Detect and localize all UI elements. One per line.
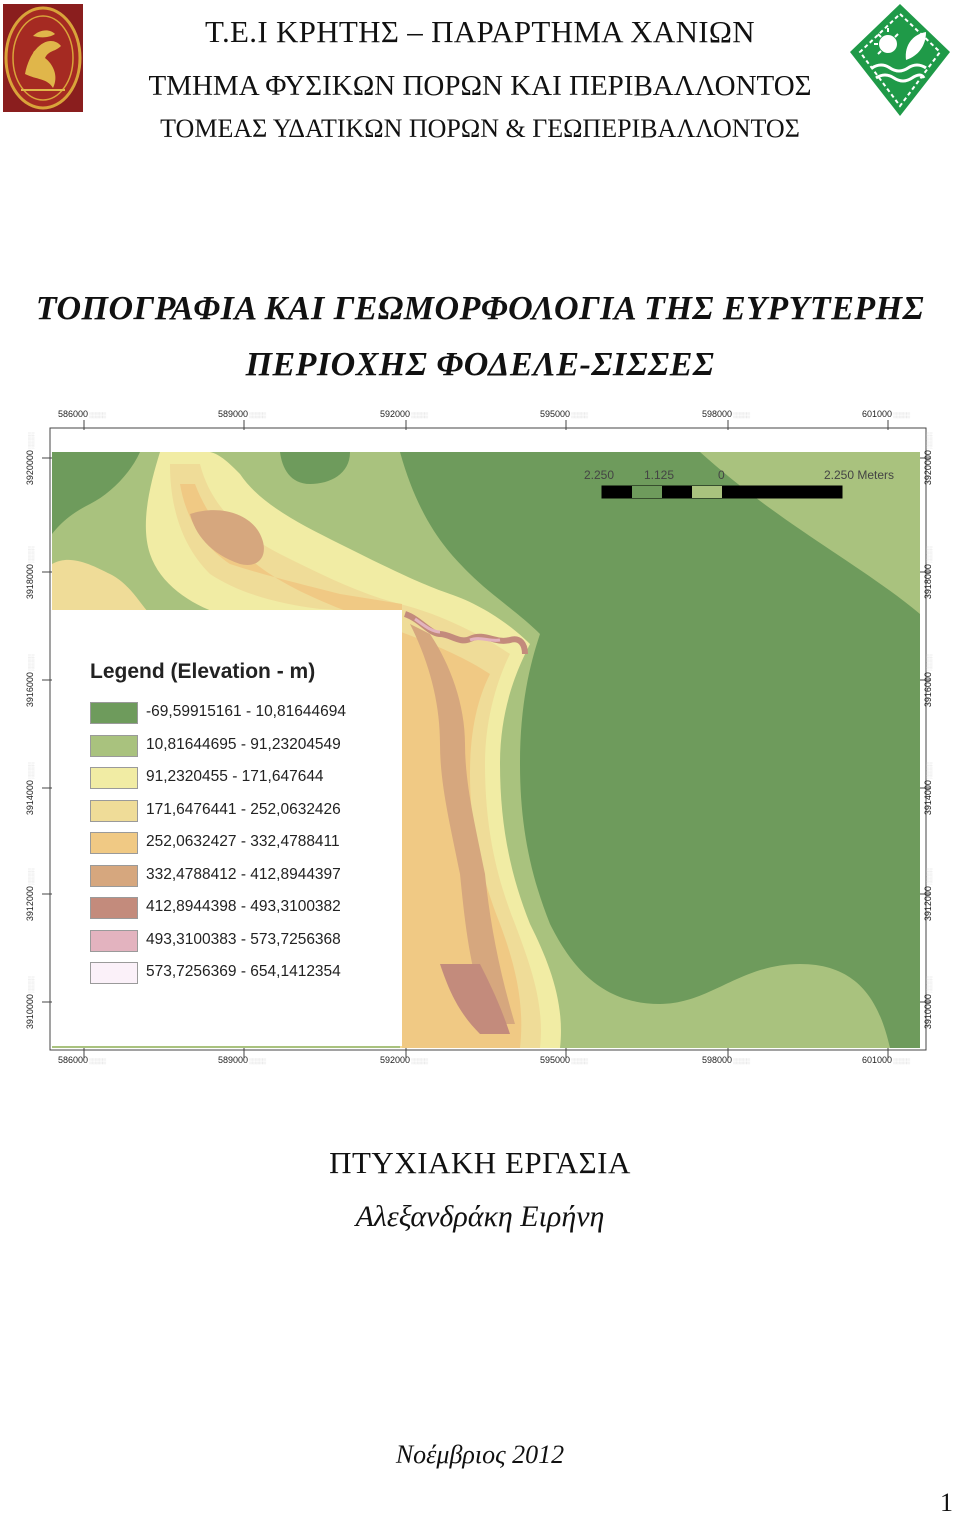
scale-bar-label: 1.125 [644, 468, 675, 482]
x-tick-label: 601000 ░░░░░ [862, 409, 909, 419]
x-tick-label: 595000 ░░░░░ [540, 1055, 587, 1065]
map-legend [52, 610, 402, 1046]
department-name: ΤΜΗΜΑ ΦΥΣΙΚΩΝ ΠΟΡΩΝ ΚΑΙ ΠΕΡΙΒΑΛΛΟΝΤΟΣ [148, 70, 812, 102]
x-tick-label: 586000 ░░░░░ [58, 1055, 105, 1065]
x-tick-label: 592000 ░░░░░ [380, 409, 427, 419]
y-tick-label: 3910000 ░░░░░ [25, 977, 35, 1029]
legend-swatch [90, 702, 138, 724]
y-tick-label: 3914000 ░░░░░ [25, 763, 35, 815]
y-tick-label: 3916000 ░░░░░ [25, 655, 35, 707]
scale-bar-label: 2.250 [584, 468, 615, 482]
legend-label: -69,59915161 - 10,81644694 [146, 703, 346, 720]
institution-name: Τ.Ε.Ι ΚΡΗΤΗΣ – ΠΑΡΑΡΤΗΜΑ ΧΑΝΙΩΝ [205, 14, 755, 49]
y-tick-label: 3914000 ░░░░░ [923, 763, 933, 815]
y-tick-label: 3920000 ░░░░░ [25, 433, 35, 485]
legend-swatch [90, 897, 138, 919]
x-tick-label: 595000 ░░░░░ [540, 409, 587, 419]
legend-label: 573,7256369 - 654,1412354 [146, 963, 341, 980]
x-tick-label: 586000 ░░░░░ [58, 409, 105, 419]
x-tick-label: 598000 ░░░░░ [702, 1055, 749, 1065]
legend-label: 252,0632427 - 332,4788411 [146, 833, 340, 850]
scale-bar-label: 0 [718, 468, 725, 482]
legend-swatch [90, 767, 138, 789]
y-tick-label: 3918000 ░░░░░ [25, 547, 35, 599]
legend-label: 91,2320455 - 171,647644 [146, 768, 324, 785]
thesis-label: ΠΤΥΧΙΑΚΗ ΕΡΓΑΣΙΑ [329, 1145, 631, 1180]
page-number: 1 [940, 1488, 953, 1517]
x-tick-label: 601000 ░░░░░ [862, 1055, 909, 1065]
legend-swatch [90, 832, 138, 854]
y-tick-label: 3916000 ░░░░░ [923, 655, 933, 707]
legend-swatch [90, 962, 138, 984]
legend-swatch [90, 800, 138, 822]
legend-label: 332,4788412 - 412,8944397 [146, 865, 341, 883]
legend-label: 171,6476441 - 252,0632426 [146, 800, 341, 818]
thesis-title-line-2: ΠΕΡΙΟΧΗΣ ΦΟΔΕΛΕ-ΣΙΣΣΕΣ [245, 346, 715, 383]
x-tick-label: 592000 ░░░░░ [380, 1055, 427, 1065]
submission-date: Νοέμβριος 2012 [395, 1440, 565, 1469]
legend-label: 10,81644695 - 91,23204549 [146, 735, 341, 753]
y-tick-label: 3912000 ░░░░░ [25, 869, 35, 921]
x-tick-label: 598000 ░░░░░ [702, 409, 749, 419]
thesis-title-line-1: ΤΟΠΟΓΡΑΦΙΑ ΚΑΙ ΓΕΩΜΟΡΦΟΛΟΓΙΑ ΤΗΣ ΕΥΡΥΤΕΡΗΣ [35, 290, 925, 327]
y-tick-label: 3920000 ░░░░░ [923, 433, 933, 485]
legend-label: 412,8944398 - 493,3100382 [146, 898, 341, 915]
y-tick-label: 3918000 ░░░░░ [923, 547, 933, 599]
y-tick-label: 3912000 ░░░░░ [923, 869, 933, 921]
y-tick-label: 3910000 ░░░░░ [923, 977, 933, 1029]
scale-bar-label: 2.250 Meters [824, 468, 895, 482]
x-tick-label: 589000 ░░░░░ [218, 1055, 265, 1065]
legend-title: Legend (Elevation - m) [90, 660, 316, 683]
legend-label: 493,3100383 - 573,7256368 [146, 930, 341, 948]
author-name: Αλεξανδράκη Ειρήνη [355, 1200, 605, 1233]
x-tick-label: 589000 ░░░░░ [218, 409, 265, 419]
legend-swatch [90, 930, 138, 952]
sector-name: ΤΟΜΕΑΣ ΥΔΑΤΙΚΩΝ ΠΟΡΩΝ & ΓΕΩΠΕΡΙΒΑΛΛΟΝΤΟΣ [160, 114, 800, 143]
legend-swatch [90, 735, 138, 757]
legend-swatch [90, 865, 138, 887]
